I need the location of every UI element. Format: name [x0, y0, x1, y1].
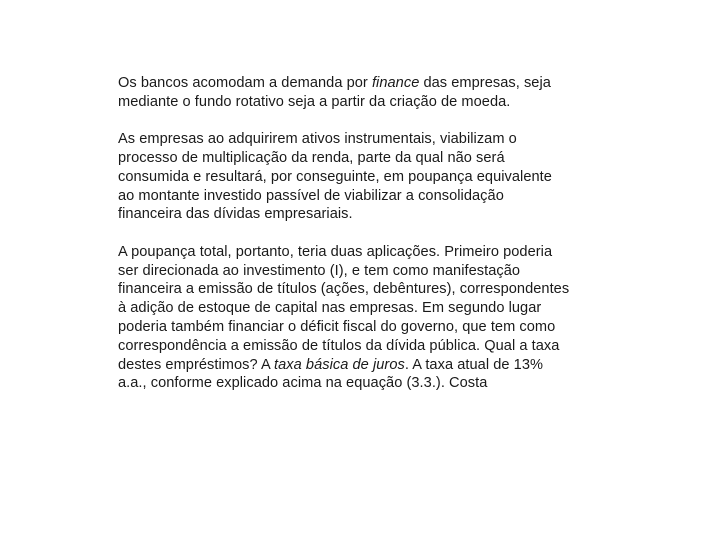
text-segment: destes empréstimos? A	[118, 356, 275, 373]
text-segment: processo de multiplicação da renda, parte da qual não será	[118, 149, 505, 166]
text-line	[118, 74, 618, 93]
text-line	[118, 280, 618, 299]
text-segment: a.a., conforme explicado acima na equação (3.3.). Costa	[118, 375, 488, 392]
text-segment: Os bancos acomodam a demanda por	[118, 75, 372, 91]
italic-text: finance	[371, 75, 420, 91]
text-segment: financeira a emissão de títulos (ações, debêntures), correspondentes	[118, 281, 570, 298]
text-segment: ser direcionada ao investimento (I), e tem como manifestação	[118, 262, 521, 279]
text-line	[118, 356, 618, 375]
text-segment: correspondência a emissão de títulos da dívida pública. Qual a taxa	[118, 337, 560, 354]
text-line	[118, 130, 618, 149]
text-line	[118, 243, 618, 262]
text-segment: A poupança total, portanto, teria duas aplicações. Primeiro poderia	[118, 243, 553, 260]
text-line	[118, 318, 618, 337]
text-line	[118, 168, 618, 187]
text-line	[118, 149, 618, 168]
text-segment: poderia também financiar o déficit fiscal do governo, que tem como	[118, 318, 556, 335]
text-line	[118, 299, 618, 318]
text-segment: . A taxa atual de 13%	[404, 356, 544, 373]
text-segment: ao montante investido passível de viabilizar a consolidação	[118, 187, 504, 204]
text-segment: financeira das dívidas empresariais.	[118, 206, 353, 223]
text-line	[118, 262, 618, 281]
italic-text: taxa básica de juros	[274, 356, 405, 373]
text-line	[118, 93, 618, 112]
text-line	[118, 337, 618, 356]
text-line	[118, 374, 618, 393]
paragraph-1	[118, 74, 618, 112]
text-segment: mediante o fundo rotativo seja a partir da criação de moeda.	[118, 93, 511, 110]
text-segment: As empresas ao adquirirem ativos instrumentais, viabilizam o	[118, 131, 517, 148]
text-segment: consumida e resultará, por conseguinte, em poupança equivalente	[118, 168, 552, 185]
text-segment: das empresas, seja	[419, 75, 551, 91]
paragraph-2	[118, 130, 618, 224]
text-line	[118, 205, 618, 224]
paragraph-3	[118, 243, 618, 393]
text-segment: à adição de estoque de capital nas empresas. Em segundo lugar	[118, 300, 542, 317]
text-line	[118, 187, 618, 206]
text-body	[118, 74, 618, 412]
